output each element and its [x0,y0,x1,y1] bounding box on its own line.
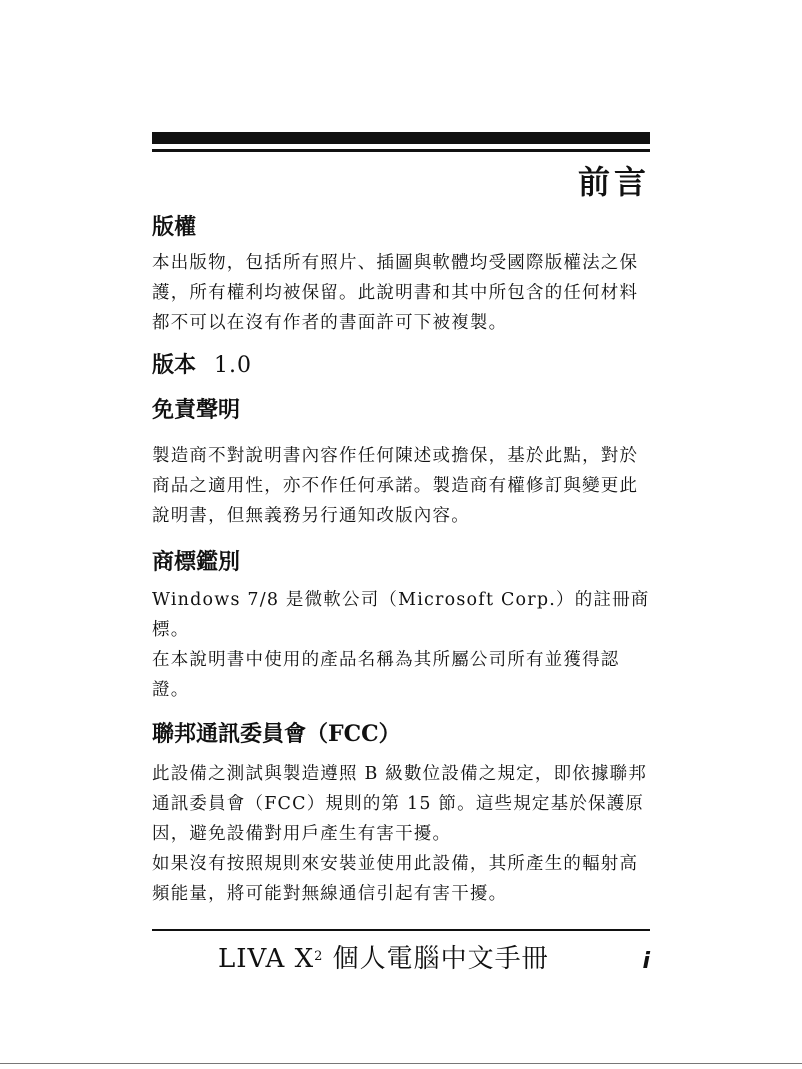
section-heading-version [152,350,650,381]
page-bottom-edge [0,1063,802,1064]
version-number: 1.0 [214,353,253,378]
fcc-text-block [152,759,650,909]
footer-manual-title [218,939,549,979]
footer-rule [152,929,650,931]
section-heading-fcc: 聯邦通訊委員會（FCC） [152,721,401,747]
section-heading-trademark: 商標鑑別 [152,549,241,575]
header-thin-rule [152,149,650,152]
footer-row [152,939,650,983]
version-label: 版本 [152,352,197,378]
fcc-text-interference: 如果沒有按照規則來安裝並使用此設備，其所產生的輻射高頻能量，將可能對無線通信引起有害干擾。 [152,854,639,904]
trademark-text-windows: Windows 7/8 是微軟公司（Microsoft Corp.）的註冊商標。 [152,590,650,640]
page-content [152,130,650,909]
header-thick-rule [152,132,650,144]
disclaimer-text: 製造商不對說明書內容作任何陳述或擔保，基於此點，對於商品之適用性，亦不作任何承諾。製造商有權修訂與變更此說明書，但無義務另行通知改版內容。 [152,446,639,526]
page-number: i [642,949,650,974]
section-heading-disclaimer: 免責聲明 [152,397,241,423]
trademark-text-products: 在本說明書中使用的產品名稱為其所屬公司所有並獲得認證。 [152,650,620,700]
trademark-text-block [152,585,650,705]
copyright-text: 本出版物，包括所有照片、插圖與軟體均受國際版權法之保護，所有權利均被保留。此說明書和其中所包含的任何材料都不可以在沒有作者的書面許可下被複製。 [152,253,639,333]
section-heading-copyright: 版權 [152,214,197,240]
footer-product-name: LIVA X [218,944,315,974]
footer-product-superscript: 2 [314,949,324,964]
page-footer [152,929,650,983]
footer-manual-name: 個人電腦中文手冊 [323,944,549,974]
chapter-title: 前言 [577,163,650,201]
fcc-text-compliance: 此設備之測試與製造遵照 B 級數位設備之規定，即依據聯邦通訊委員會（FCC）規則的第 15 節。這些規定基於保護原因，避免設備對用戶產生有害干擾。 [152,764,648,844]
